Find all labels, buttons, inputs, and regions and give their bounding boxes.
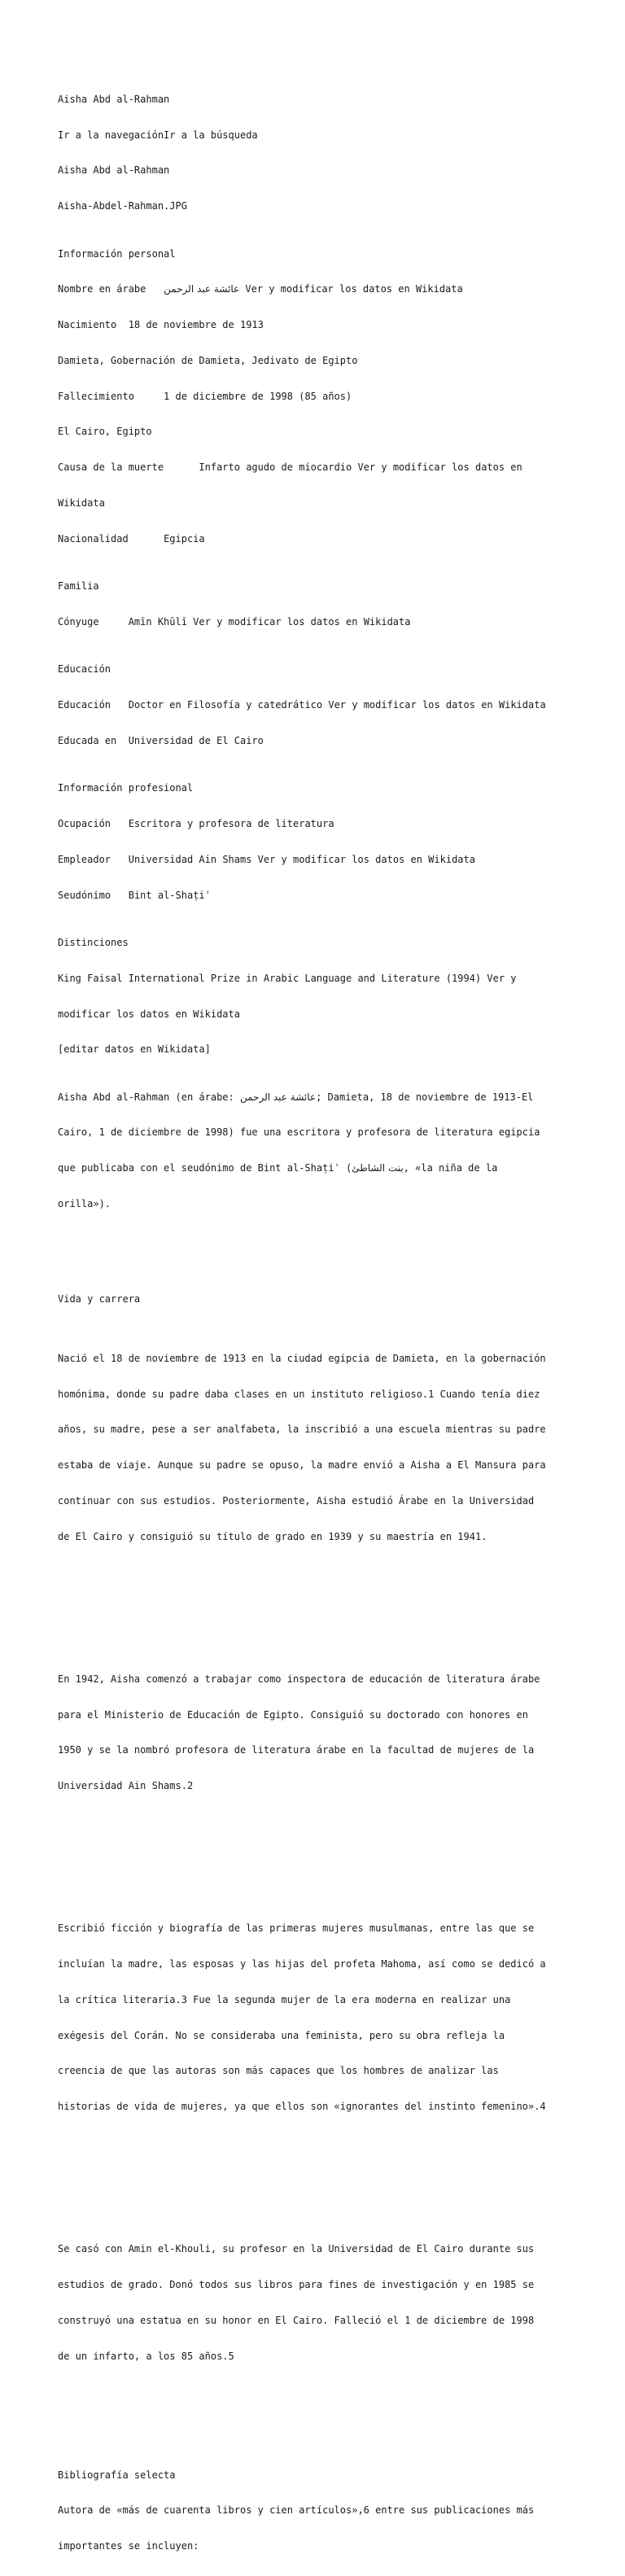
spacer bbox=[58, 1602, 570, 1614]
seudonimo-label: Seudónimo bbox=[58, 889, 111, 901]
infobox-section-personal: Información personal bbox=[58, 247, 176, 260]
infobox-image-filename[interactable]: Aisha-Abdel-Rahman.JPG bbox=[58, 200, 187, 212]
paragraph-line: 1950 y se la nombró profesora de literatura árabe en la facultad de mujeres de la bbox=[58, 1744, 535, 1756]
educacion-value[interactable]: Doctor en Filosofía y catedrático Ver y modificar los datos en Wikidata bbox=[128, 699, 546, 711]
paragraph-line: Se casó con Amin el-Khouli, su profesor en la Universidad de El Cairo durante sus bbox=[58, 2243, 535, 2255]
paragraph-line: estudios de grado. Donó todos sus libros para fines de investigación y en 1985 se bbox=[58, 2279, 535, 2291]
infobox-row-seudonimo bbox=[58, 890, 570, 902]
paragraph-line: Universidad Ain Shams.2 bbox=[58, 1780, 194, 1792]
infobox-row-conyuge bbox=[58, 616, 570, 628]
nacimiento-value[interactable]: 18 de noviembre de 1913 bbox=[128, 319, 264, 331]
section-heading-bibliografia: Bibliografía selecta bbox=[58, 2469, 176, 2481]
paragraph-line: En 1942, Aisha comenzó a trabajar como inspectora de educación de literatura árabe bbox=[58, 1673, 540, 1685]
educada-label: Educada en bbox=[58, 734, 117, 746]
intro-line-1 bbox=[58, 1091, 570, 1104]
infobox-row-nacimiento bbox=[58, 319, 570, 331]
spacer bbox=[58, 2172, 570, 2185]
paragraph-line: continuar con sus estudios. Posteriormente, Aisha estudió Árabe en la Universidad bbox=[58, 1494, 535, 1507]
spacer bbox=[58, 1852, 570, 1864]
nombre-value: عائشة عبد الرحمن bbox=[164, 283, 240, 295]
paragraph-vida-2 bbox=[58, 1650, 570, 1816]
conyuge-label: Cónyuge bbox=[58, 615, 99, 628]
educada-value[interactable]: Universidad de El Cairo bbox=[128, 734, 264, 746]
nacionalidad-label: Nacionalidad bbox=[58, 532, 129, 545]
infobox-row-nacionalidad bbox=[58, 533, 570, 545]
fallecimiento-label: Fallecimiento bbox=[58, 390, 134, 402]
infobox-section-familia: Familia bbox=[58, 580, 99, 593]
causa-label: Causa de la muerte bbox=[58, 461, 164, 474]
fallecimiento-value[interactable]: 1 de diciembre de 1998 (85 años) bbox=[164, 390, 352, 402]
distincion-line-2[interactable]: modificar los datos en Wikidata bbox=[58, 1008, 240, 1020]
infobox-row-educacion bbox=[58, 699, 570, 711]
infobox-row-ocupacion bbox=[58, 818, 570, 830]
paragraph-line: Nació el 18 de noviembre de 1913 en la ciudad egipcia de Damieta, en la gobernación bbox=[58, 1352, 546, 1364]
paragraph-line: Escribió ficción y biografía de las primeras mujeres musulmanas, entre las que se bbox=[58, 1922, 535, 1935]
empleador-value[interactable]: Universidad Ain Shams Ver y modificar los datos en Wikidata bbox=[128, 853, 475, 865]
paragraph-line: la crítica literaria.3 Fue la segunda mujer de la era moderna en realizar una bbox=[58, 1993, 511, 2005]
paragraph-line: de El Cairo y consiguió su título de grado en 1939 y su maestría en 1941. bbox=[58, 1530, 487, 1542]
paragraph-vida-1 bbox=[58, 1329, 570, 1567]
infobox-title: Aisha Abd al-Rahman bbox=[58, 164, 170, 177]
nombre-label: Nombre en árabe bbox=[58, 283, 146, 295]
intro-text: que publicaba con el seudónimo de Bint al-Shaṭiʾ ( bbox=[58, 1162, 352, 1174]
page-title: Aisha Abd al-Rahman bbox=[58, 93, 170, 105]
document-page bbox=[58, 58, 570, 2576]
intro-arabic-name: عائشة عبد الرحمن bbox=[239, 1091, 317, 1103]
paragraph-vida-4 bbox=[58, 2220, 570, 2386]
intro-text: , «la niña de la bbox=[403, 1162, 498, 1174]
paragraph-line: construyó una estatua en su honor en El Cairo. Falleció el 1 de diciembre de 1998 bbox=[58, 2314, 535, 2326]
intro-arabic-pseudonym: بنت الشاطئ bbox=[352, 1162, 404, 1174]
intro-line-3 bbox=[58, 1162, 570, 1174]
conyuge-value[interactable]: Amīn Khūlī Ver y modificar los datos en Wikidata bbox=[128, 615, 411, 628]
section-heading-vida: Vida y carrera bbox=[58, 1292, 141, 1305]
infobox-section-profesional: Información profesional bbox=[58, 782, 194, 794]
bibliografia-line-1: Autora de «más de cuarenta libros y cien artículos»,6 entre sus publicaciones más bbox=[58, 2504, 535, 2517]
causa-continuation[interactable]: Wikidata bbox=[58, 496, 105, 509]
nacimiento-place[interactable]: Damieta, Gobernación de Damieta, Jedivato de Egipto bbox=[58, 354, 358, 366]
empleador-label: Empleador bbox=[58, 853, 111, 865]
paragraph-line: exégesis del Corán. No se consideraba una feminista, pero su obra refleja la bbox=[58, 2029, 505, 2041]
paragraph-line: historias de vida de mujeres, ya que ellos son «ignorantes del instinto femenino».4 bbox=[58, 2101, 546, 2113]
spacer bbox=[58, 1245, 570, 1257]
infobox-row-fallecimiento bbox=[58, 391, 570, 403]
ocupacion-value: Escritora y profesora de literatura bbox=[128, 818, 334, 829]
intro-text: ; Damieta, 18 de noviembre de 1913-El bbox=[316, 1091, 534, 1103]
paragraph-line: creencia de que las autoras son más capaces que los hombres de analizar las bbox=[58, 2065, 499, 2077]
infobox-row-nombre bbox=[58, 283, 570, 295]
paragraph-vida-3 bbox=[58, 1899, 570, 2136]
educacion-label: Educación bbox=[58, 699, 111, 711]
infobox-section-educacion: Educación bbox=[58, 663, 111, 676]
paragraph-line: homónima, donde su padre daba clases en un instituto religioso.1 Cuando tenía diez bbox=[58, 1388, 540, 1400]
paragraph-line: para el Ministerio de Educación de Egipto. Consiguió su doctorado con honores en bbox=[58, 1708, 528, 1721]
nacimiento-label: Nacimiento bbox=[58, 319, 117, 331]
fallecimiento-place[interactable]: El Cairo, Egipto bbox=[58, 426, 152, 438]
distincion-line-1[interactable]: King Faisal International Prize in Arabic Language and Literature (1994) Ver y bbox=[58, 972, 517, 984]
spacer bbox=[58, 2421, 570, 2434]
intro-text: Aisha Abd al-Rahman (en árabe: bbox=[58, 1091, 240, 1103]
seudonimo-value: Bint al-Shaṭiʾ bbox=[128, 889, 211, 901]
ocupacion-label: Ocupación bbox=[58, 818, 111, 829]
nacionalidad-value: Egipcia bbox=[164, 532, 205, 545]
infobox-section-distinciones: Distinciones bbox=[58, 936, 129, 948]
infobox-row-empleador bbox=[58, 854, 570, 866]
intro-line-4: orilla»). bbox=[58, 1198, 111, 1209]
nombre-wikidata-link[interactable]: Ver y modificar los datos en Wikidata bbox=[245, 283, 463, 295]
paragraph-line: incluían la madre, las esposas y las hijas del profeta Mahoma, así como se dedicó a bbox=[58, 1958, 546, 1970]
paragraph-line: estaba de viaje. Aunque su padre se opuso, la madre envió a Aisha a El Mansura para bbox=[58, 1459, 546, 1472]
bibliografia-line-2: importantes se incluyen: bbox=[58, 2540, 199, 2552]
paragraph-line: de un infarto, a los 85 años.5 bbox=[58, 2350, 234, 2362]
editar-wikidata-link[interactable]: [editar datos en Wikidata] bbox=[58, 1043, 211, 1056]
infobox-row-causa bbox=[58, 461, 570, 474]
paragraph-line: años, su madre, pese a ser analfabeta, la inscribió a una escuela mientras su padre bbox=[58, 1424, 546, 1436]
intro-line-2: Cairo, 1 de diciembre de 1998) fue una escritora y profesora de literatura egipcia bbox=[58, 1126, 540, 1139]
causa-value[interactable]: Infarto agudo de miocardio Ver y modificar los datos en bbox=[199, 461, 522, 474]
skip-links[interactable]: Ir a la navegaciónIr a la búsqueda bbox=[58, 129, 258, 141]
infobox-row-educada bbox=[58, 735, 570, 747]
